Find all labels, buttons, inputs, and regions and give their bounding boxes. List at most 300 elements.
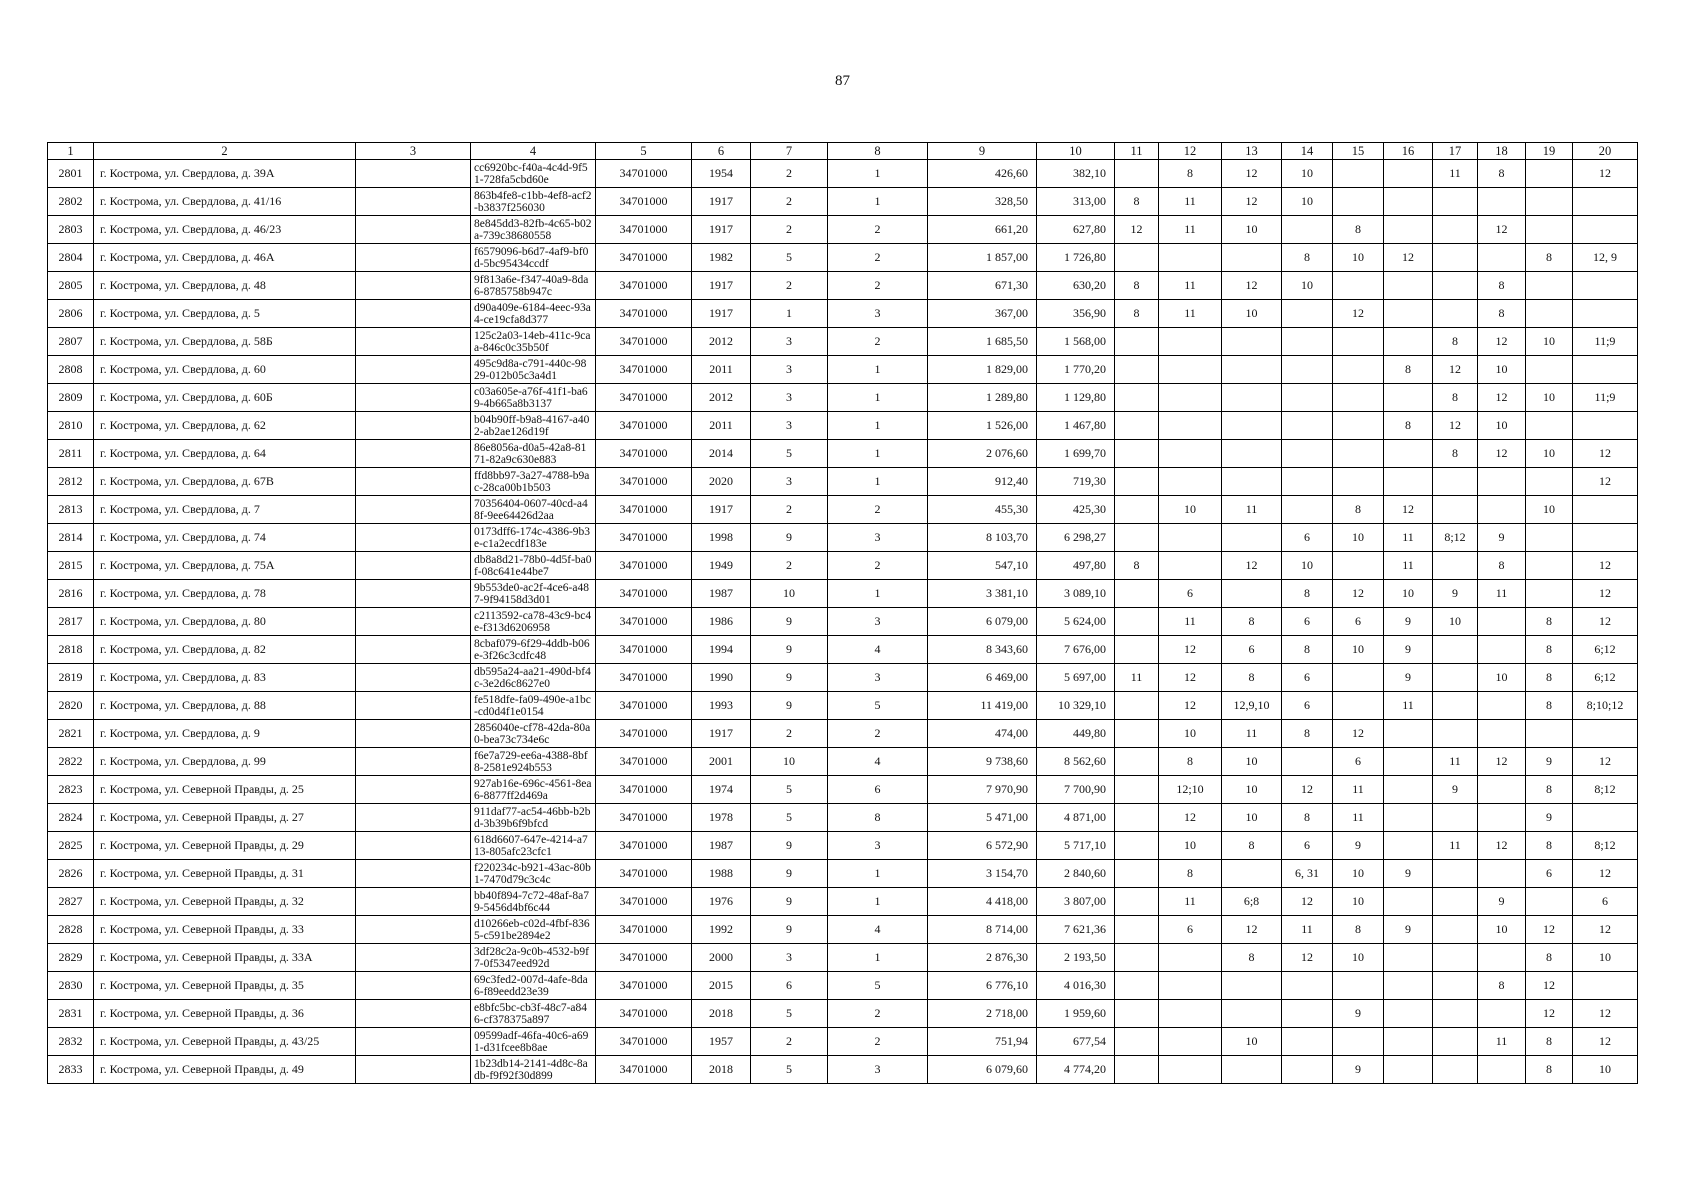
table-row xyxy=(48,944,1638,972)
column-18-cell xyxy=(1478,720,1526,748)
table-row xyxy=(48,496,1638,524)
address-cell: г. Кострома, ул. Свердлова, д. 88 xyxy=(94,692,356,720)
column-20-cell: 12, 9 xyxy=(1573,244,1638,272)
column-header-12: 12 xyxy=(1159,143,1222,160)
address-cell: г. Кострома, ул. Свердлова, д. 39А xyxy=(94,160,356,188)
column-17-cell xyxy=(1433,636,1478,664)
column-19-cell: 8 xyxy=(1526,608,1573,636)
row-number-cell: 2832 xyxy=(48,1028,94,1056)
oktmo-cell: 34701000 xyxy=(596,160,692,188)
column-15-cell xyxy=(1333,272,1384,300)
year-cell: 1949 xyxy=(692,552,751,580)
living-area-cell: 2 193,50 xyxy=(1037,944,1115,972)
entrances-cell: 3 xyxy=(828,1056,928,1084)
column-19-cell: 10 xyxy=(1526,496,1573,524)
total-area-cell: 1 829,00 xyxy=(928,356,1037,384)
column-20-cell xyxy=(1573,272,1638,300)
column-14-cell xyxy=(1282,1000,1333,1028)
column-20-cell xyxy=(1573,412,1638,440)
column-17-cell: 11 xyxy=(1433,832,1478,860)
guid-cell: cc6920bc-f40a-4c4d-9f51-728fa5cbd60e xyxy=(471,160,596,188)
column-11-cell: 8 xyxy=(1115,272,1159,300)
oktmo-cell: 34701000 xyxy=(596,188,692,216)
column-13-cell xyxy=(1222,384,1282,412)
column-14-cell xyxy=(1282,300,1333,328)
column-11-cell xyxy=(1115,608,1159,636)
column-13-cell: 12,9,10 xyxy=(1222,692,1282,720)
column-15-cell xyxy=(1333,160,1384,188)
year-cell: 1917 xyxy=(692,272,751,300)
row-number-cell: 2827 xyxy=(48,888,94,916)
oktmo-cell: 34701000 xyxy=(596,832,692,860)
address-cell: г. Кострома, ул. Северной Правды, д. 29 xyxy=(94,832,356,860)
row-number-cell: 2816 xyxy=(48,580,94,608)
column-header-9: 9 xyxy=(928,143,1037,160)
year-cell: 2015 xyxy=(692,972,751,1000)
column-19-cell: 8 xyxy=(1526,1056,1573,1084)
column-20-cell: 8;12 xyxy=(1573,832,1638,860)
address-cell: г. Кострома, ул. Свердлова, д. 75А xyxy=(94,552,356,580)
living-area-cell: 1 129,80 xyxy=(1037,384,1115,412)
living-area-cell: 10 329,10 xyxy=(1037,692,1115,720)
column-13-cell: 12 xyxy=(1222,160,1282,188)
floors-cell: 10 xyxy=(751,748,828,776)
column-3-cell xyxy=(356,776,471,804)
column-19-cell: 6 xyxy=(1526,860,1573,888)
table-row xyxy=(48,300,1638,328)
page-number: 87 xyxy=(835,73,850,89)
total-area-cell: 8 103,70 xyxy=(928,524,1037,552)
oktmo-cell: 34701000 xyxy=(596,692,692,720)
floors-cell: 9 xyxy=(751,664,828,692)
table-row xyxy=(48,636,1638,664)
oktmo-cell: 34701000 xyxy=(596,272,692,300)
column-13-cell xyxy=(1222,440,1282,468)
guid-cell: c2113592-ca78-43c9-bc4e-f313d6206958 xyxy=(471,608,596,636)
column-16-cell xyxy=(1384,888,1433,916)
column-16-cell xyxy=(1384,748,1433,776)
column-17-cell: 11 xyxy=(1433,748,1478,776)
address-cell: г. Кострома, ул. Свердлова, д. 78 xyxy=(94,580,356,608)
living-area-cell: 313,00 xyxy=(1037,188,1115,216)
living-area-cell: 7 676,00 xyxy=(1037,636,1115,664)
column-20-cell: 12 xyxy=(1573,1000,1638,1028)
year-cell: 1998 xyxy=(692,524,751,552)
column-19-cell xyxy=(1526,552,1573,580)
column-16-cell xyxy=(1384,160,1433,188)
column-11-cell xyxy=(1115,804,1159,832)
year-cell: 1986 xyxy=(692,608,751,636)
guid-cell: 863b4fe8-c1bb-4ef8-acf2-b3837f256030 xyxy=(471,188,596,216)
column-18-cell: 8 xyxy=(1478,272,1526,300)
guid-cell: 0173dff6-174c-4386-9b3e-c1a2ecdf183e xyxy=(471,524,596,552)
column-12-cell xyxy=(1159,384,1222,412)
column-16-cell: 11 xyxy=(1384,692,1433,720)
address-cell: г. Кострома, ул. Свердлова, д. 60Б xyxy=(94,384,356,412)
column-11-cell xyxy=(1115,972,1159,1000)
column-19-cell: 10 xyxy=(1526,328,1573,356)
column-18-cell: 10 xyxy=(1478,356,1526,384)
column-19-cell xyxy=(1526,216,1573,244)
column-20-cell: 12 xyxy=(1573,580,1638,608)
column-16-cell xyxy=(1384,720,1433,748)
column-20-cell xyxy=(1573,496,1638,524)
column-15-cell xyxy=(1333,356,1384,384)
column-16-cell xyxy=(1384,1028,1433,1056)
row-number-cell: 2803 xyxy=(48,216,94,244)
column-20-cell: 12 xyxy=(1573,160,1638,188)
guid-cell: 09599adf-46fa-40c6-a691-d31fcee8b8ae xyxy=(471,1028,596,1056)
column-12-cell: 11 xyxy=(1159,216,1222,244)
column-15-cell: 11 xyxy=(1333,776,1384,804)
column-11-cell: 8 xyxy=(1115,188,1159,216)
column-14-cell: 12 xyxy=(1282,888,1333,916)
guid-cell: 927ab16e-696c-4561-8ea6-8877ff2d469a xyxy=(471,776,596,804)
total-area-cell: 5 471,00 xyxy=(928,804,1037,832)
year-cell: 1987 xyxy=(692,832,751,860)
entrances-cell: 1 xyxy=(828,888,928,916)
column-11-cell: 8 xyxy=(1115,300,1159,328)
column-20-cell: 6;12 xyxy=(1573,664,1638,692)
total-area-cell: 6 079,60 xyxy=(928,1056,1037,1084)
year-cell: 1993 xyxy=(692,692,751,720)
column-19-cell xyxy=(1526,412,1573,440)
column-14-cell xyxy=(1282,356,1333,384)
column-13-cell: 10 xyxy=(1222,748,1282,776)
column-header-20: 20 xyxy=(1573,143,1638,160)
column-14-cell: 8 xyxy=(1282,804,1333,832)
column-13-cell xyxy=(1222,580,1282,608)
column-16-cell: 10 xyxy=(1384,580,1433,608)
entrances-cell: 4 xyxy=(828,636,928,664)
column-19-cell: 8 xyxy=(1526,636,1573,664)
column-12-cell: 12 xyxy=(1159,692,1222,720)
row-number-cell: 2813 xyxy=(48,496,94,524)
living-area-cell: 5 624,00 xyxy=(1037,608,1115,636)
column-header-14: 14 xyxy=(1282,143,1333,160)
year-cell: 1917 xyxy=(692,496,751,524)
column-12-cell: 8 xyxy=(1159,748,1222,776)
entrances-cell: 1 xyxy=(828,860,928,888)
table-row xyxy=(48,804,1638,832)
total-area-cell: 3 381,10 xyxy=(928,580,1037,608)
column-14-cell xyxy=(1282,748,1333,776)
column-20-cell: 11;9 xyxy=(1573,328,1638,356)
floors-cell: 9 xyxy=(751,524,828,552)
row-number-cell: 2812 xyxy=(48,468,94,496)
address-cell: г. Кострома, ул. Свердлова, д. 5 xyxy=(94,300,356,328)
column-16-cell xyxy=(1384,776,1433,804)
oktmo-cell: 34701000 xyxy=(596,412,692,440)
column-18-cell xyxy=(1478,776,1526,804)
floors-cell: 5 xyxy=(751,1000,828,1028)
table-row xyxy=(48,720,1638,748)
table-row xyxy=(48,832,1638,860)
living-area-cell: 8 562,60 xyxy=(1037,748,1115,776)
column-3-cell xyxy=(356,496,471,524)
column-20-cell xyxy=(1573,524,1638,552)
column-13-cell: 10 xyxy=(1222,216,1282,244)
floors-cell: 9 xyxy=(751,860,828,888)
column-18-cell: 8 xyxy=(1478,160,1526,188)
column-13-cell: 12 xyxy=(1222,272,1282,300)
guid-cell: d10266eb-c02d-4fbf-8365-c591be2894e2 xyxy=(471,916,596,944)
oktmo-cell: 34701000 xyxy=(596,1056,692,1084)
oktmo-cell: 34701000 xyxy=(596,664,692,692)
table-row xyxy=(48,888,1638,916)
column-12-cell xyxy=(1159,1028,1222,1056)
entrances-cell: 4 xyxy=(828,748,928,776)
column-16-cell: 11 xyxy=(1384,524,1433,552)
total-area-cell: 4 418,00 xyxy=(928,888,1037,916)
living-area-cell: 4 871,00 xyxy=(1037,804,1115,832)
column-13-cell xyxy=(1222,1056,1282,1084)
column-14-cell: 8 xyxy=(1282,720,1333,748)
column-13-cell: 11 xyxy=(1222,496,1282,524)
housing-registry-table xyxy=(47,142,1638,1084)
total-area-cell: 1 685,50 xyxy=(928,328,1037,356)
column-11-cell xyxy=(1115,776,1159,804)
oktmo-cell: 34701000 xyxy=(596,496,692,524)
column-11-cell xyxy=(1115,720,1159,748)
living-area-cell: 1 726,80 xyxy=(1037,244,1115,272)
column-11-cell xyxy=(1115,496,1159,524)
floors-cell: 2 xyxy=(751,496,828,524)
column-16-cell xyxy=(1384,440,1433,468)
guid-cell: db8a8d21-78b0-4d5f-ba0f-08c641e44be7 xyxy=(471,552,596,580)
address-cell: г. Кострома, ул. Северной Правды, д. 36 xyxy=(94,1000,356,1028)
entrances-cell: 1 xyxy=(828,160,928,188)
address-cell: г. Кострома, ул. Свердлова, д. 9 xyxy=(94,720,356,748)
table-row xyxy=(48,328,1638,356)
floors-cell: 2 xyxy=(751,272,828,300)
guid-cell: 86e8056a-d0a5-42a8-8171-82a9c630e883 xyxy=(471,440,596,468)
column-17-cell xyxy=(1433,244,1478,272)
total-area-cell: 671,30 xyxy=(928,272,1037,300)
living-area-cell: 5 697,00 xyxy=(1037,664,1115,692)
floors-cell: 6 xyxy=(751,972,828,1000)
column-18-cell: 12 xyxy=(1478,384,1526,412)
table-row xyxy=(48,664,1638,692)
table-row xyxy=(48,356,1638,384)
column-17-cell: 8;12 xyxy=(1433,524,1478,552)
column-header-16: 16 xyxy=(1384,143,1433,160)
living-area-cell: 7 621,36 xyxy=(1037,916,1115,944)
row-number-cell: 2826 xyxy=(48,860,94,888)
column-20-cell xyxy=(1573,720,1638,748)
column-15-cell: 6 xyxy=(1333,608,1384,636)
column-3-cell xyxy=(356,1028,471,1056)
column-11-cell xyxy=(1115,468,1159,496)
floors-cell: 9 xyxy=(751,888,828,916)
column-14-cell xyxy=(1282,496,1333,524)
column-17-cell: 8 xyxy=(1433,328,1478,356)
column-20-cell xyxy=(1573,804,1638,832)
column-18-cell xyxy=(1478,496,1526,524)
entrances-cell: 4 xyxy=(828,916,928,944)
living-area-cell: 425,30 xyxy=(1037,496,1115,524)
year-cell: 1917 xyxy=(692,216,751,244)
living-area-cell: 497,80 xyxy=(1037,552,1115,580)
table-row xyxy=(48,692,1638,720)
column-11-cell xyxy=(1115,440,1159,468)
table-row xyxy=(48,524,1638,552)
column-19-cell: 10 xyxy=(1526,384,1573,412)
column-19-cell: 8 xyxy=(1526,1028,1573,1056)
row-number-cell: 2818 xyxy=(48,636,94,664)
guid-cell: b04b90ff-b9a8-4167-a402-ab2ae126d19f xyxy=(471,412,596,440)
total-area-cell: 751,94 xyxy=(928,1028,1037,1056)
column-18-cell xyxy=(1478,1000,1526,1028)
column-14-cell: 12 xyxy=(1282,944,1333,972)
address-cell: г. Кострома, ул. Свердлова, д. 80 xyxy=(94,608,356,636)
column-16-cell xyxy=(1384,972,1433,1000)
column-12-cell: 6 xyxy=(1159,580,1222,608)
column-16-cell: 8 xyxy=(1384,356,1433,384)
column-12-cell xyxy=(1159,1000,1222,1028)
column-11-cell xyxy=(1115,412,1159,440)
entrances-cell: 3 xyxy=(828,300,928,328)
oktmo-cell: 34701000 xyxy=(596,440,692,468)
oktmo-cell: 34701000 xyxy=(596,384,692,412)
column-3-cell xyxy=(356,664,471,692)
column-3-cell xyxy=(356,916,471,944)
living-area-cell: 382,10 xyxy=(1037,160,1115,188)
row-number-cell: 2811 xyxy=(48,440,94,468)
oktmo-cell: 34701000 xyxy=(596,776,692,804)
column-17-cell xyxy=(1433,664,1478,692)
column-18-cell xyxy=(1478,804,1526,832)
column-15-cell xyxy=(1333,468,1384,496)
column-13-cell: 10 xyxy=(1222,1028,1282,1056)
entrances-cell: 5 xyxy=(828,692,928,720)
row-number-cell: 2830 xyxy=(48,972,94,1000)
column-17-cell xyxy=(1433,272,1478,300)
year-cell: 1988 xyxy=(692,860,751,888)
column-20-cell xyxy=(1573,188,1638,216)
column-3-cell xyxy=(356,720,471,748)
column-18-cell: 8 xyxy=(1478,552,1526,580)
column-15-cell: 12 xyxy=(1333,580,1384,608)
entrances-cell: 2 xyxy=(828,244,928,272)
column-19-cell: 8 xyxy=(1526,664,1573,692)
column-18-cell xyxy=(1478,608,1526,636)
column-18-cell xyxy=(1478,468,1526,496)
column-17-cell xyxy=(1433,1000,1478,1028)
column-20-cell: 12 xyxy=(1573,552,1638,580)
column-17-cell xyxy=(1433,916,1478,944)
column-20-cell: 12 xyxy=(1573,860,1638,888)
guid-cell: 8cbaf079-6f29-4ddb-b06e-3f26c3cdfc48 xyxy=(471,636,596,664)
column-15-cell xyxy=(1333,384,1384,412)
column-13-cell: 10 xyxy=(1222,300,1282,328)
year-cell: 1978 xyxy=(692,804,751,832)
address-cell: г. Кострома, ул. Свердлова, д. 67В xyxy=(94,468,356,496)
entrances-cell: 3 xyxy=(828,832,928,860)
guid-cell: 2856040e-cf78-42da-80a0-bea73c734e6c xyxy=(471,720,596,748)
total-area-cell: 1 289,80 xyxy=(928,384,1037,412)
total-area-cell: 9 738,60 xyxy=(928,748,1037,776)
column-14-cell xyxy=(1282,972,1333,1000)
column-11-cell xyxy=(1115,944,1159,972)
living-area-cell: 1 770,20 xyxy=(1037,356,1115,384)
column-11-cell: 8 xyxy=(1115,552,1159,580)
column-11-cell xyxy=(1115,356,1159,384)
column-14-cell: 10 xyxy=(1282,552,1333,580)
address-cell: г. Кострома, ул. Свердлова, д. 82 xyxy=(94,636,356,664)
row-number-cell: 2804 xyxy=(48,244,94,272)
column-19-cell: 12 xyxy=(1526,972,1573,1000)
floors-cell: 3 xyxy=(751,468,828,496)
oktmo-cell: 34701000 xyxy=(596,972,692,1000)
column-15-cell: 10 xyxy=(1333,860,1384,888)
column-3-cell xyxy=(356,468,471,496)
total-area-cell: 912,40 xyxy=(928,468,1037,496)
floors-cell: 9 xyxy=(751,832,828,860)
living-area-cell: 1 568,00 xyxy=(1037,328,1115,356)
column-17-cell xyxy=(1433,720,1478,748)
entrances-cell: 6 xyxy=(828,776,928,804)
oktmo-cell: 34701000 xyxy=(596,608,692,636)
column-19-cell xyxy=(1526,188,1573,216)
year-cell: 2018 xyxy=(692,1056,751,1084)
entrances-cell: 1 xyxy=(828,944,928,972)
column-16-cell: 8 xyxy=(1384,412,1433,440)
row-number-cell: 2801 xyxy=(48,160,94,188)
year-cell: 2014 xyxy=(692,440,751,468)
column-12-cell: 10 xyxy=(1159,496,1222,524)
guid-cell: f220234c-b921-43ac-80b1-7470d79c3c4c xyxy=(471,860,596,888)
year-cell: 2001 xyxy=(692,748,751,776)
column-19-cell xyxy=(1526,160,1573,188)
floors-cell: 1 xyxy=(751,300,828,328)
column-3-cell xyxy=(356,692,471,720)
column-17-cell xyxy=(1433,1028,1478,1056)
year-cell: 2000 xyxy=(692,944,751,972)
floors-cell: 2 xyxy=(751,188,828,216)
column-16-cell: 12 xyxy=(1384,496,1433,524)
guid-cell: 1b23db14-2141-4d8c-8adb-f9f92f30d899 xyxy=(471,1056,596,1084)
column-13-cell xyxy=(1222,524,1282,552)
column-20-cell: 12 xyxy=(1573,608,1638,636)
floors-cell: 5 xyxy=(751,1056,828,1084)
total-area-cell: 2 876,30 xyxy=(928,944,1037,972)
column-3-cell xyxy=(356,356,471,384)
column-header-1: 1 xyxy=(48,143,94,160)
row-number-cell: 2820 xyxy=(48,692,94,720)
column-16-cell xyxy=(1384,832,1433,860)
column-12-cell xyxy=(1159,972,1222,1000)
column-3-cell xyxy=(356,552,471,580)
guid-cell: 70356404-0607-40cd-a48f-9ee64426d2aa xyxy=(471,496,596,524)
address-cell: г. Кострома, ул. Свердлова, д. 48 xyxy=(94,272,356,300)
oktmo-cell: 34701000 xyxy=(596,300,692,328)
column-15-cell xyxy=(1333,412,1384,440)
column-17-cell xyxy=(1433,496,1478,524)
column-20-cell: 6 xyxy=(1573,888,1638,916)
address-cell: г. Кострома, ул. Северной Правды, д. 25 xyxy=(94,776,356,804)
guid-cell: 9b553de0-ac2f-4ce6-a487-9f94158d3d01 xyxy=(471,580,596,608)
total-area-cell: 3 154,70 xyxy=(928,860,1037,888)
year-cell: 1987 xyxy=(692,580,751,608)
column-16-cell: 9 xyxy=(1384,608,1433,636)
column-17-cell: 10 xyxy=(1433,608,1478,636)
column-14-cell xyxy=(1282,384,1333,412)
oktmo-cell: 34701000 xyxy=(596,1000,692,1028)
floors-cell: 3 xyxy=(751,412,828,440)
oktmo-cell: 34701000 xyxy=(596,244,692,272)
address-cell: г. Кострома, ул. Свердлова, д. 46А xyxy=(94,244,356,272)
